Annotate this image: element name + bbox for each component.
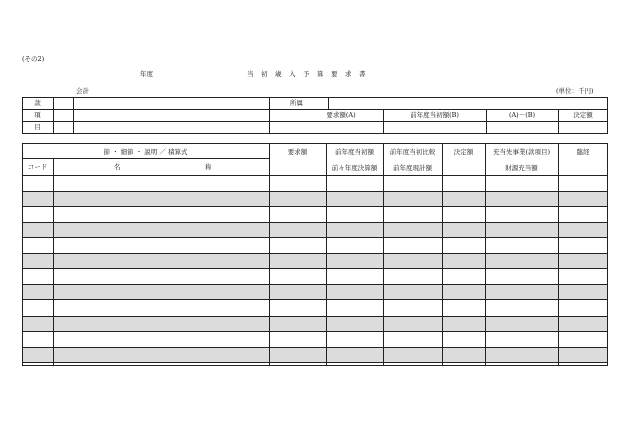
expenditure-detail-table — [22, 143, 608, 366]
divider — [558, 143, 559, 366]
divider — [22, 299, 608, 300]
divider — [326, 143, 327, 366]
unit-label: (単位：千円) — [556, 87, 594, 95]
header-zenzennendo-kessangaku: 前々年度決算額 — [331, 164, 378, 172]
divider — [22, 331, 608, 332]
divider — [73, 97, 74, 134]
row-label-kou: 項 — [34, 111, 41, 119]
divider — [22, 362, 608, 363]
header-zennendo-genkeigaku: 前年度現計額 — [393, 164, 432, 172]
divider — [22, 253, 608, 254]
fiscal-year-label: 年度 — [140, 70, 153, 78]
divider — [22, 284, 608, 285]
title-char: 書 — [359, 70, 366, 78]
header-zennendo-toshohikaku: 前年度当初比較 — [389, 148, 436, 156]
col-a-minus-b: (A)－(B) — [508, 111, 536, 119]
header-yokyugaku: 要求額 — [287, 148, 308, 156]
title-char: 初 — [261, 70, 268, 78]
row-label-moku: 目 — [34, 123, 41, 131]
header-zaigen-jutogaku: 財源充当額 — [505, 164, 538, 172]
shozoku-label: 所属 — [290, 99, 303, 107]
header-zennendo-toshogaku: 前年度当初額 — [335, 148, 374, 156]
header-rinkei: 臨経 — [576, 148, 590, 156]
divider — [53, 158, 54, 366]
col-yokyugaku: 要求額(A) — [326, 111, 356, 119]
divider — [22, 222, 608, 223]
divider — [485, 143, 486, 366]
form-number: (その2) — [22, 55, 45, 63]
title-char: 当 — [247, 70, 254, 78]
title-char: 求 — [345, 70, 352, 78]
divider — [22, 158, 270, 159]
title-char: 歳 — [275, 70, 282, 78]
document-title — [247, 70, 373, 78]
divider — [22, 191, 608, 192]
row-label-kan: 款 — [34, 99, 41, 107]
header-code: コード — [27, 163, 48, 171]
header-mei: 名 — [114, 163, 121, 171]
divider — [442, 143, 443, 366]
divider — [53, 97, 54, 134]
divider — [22, 316, 608, 317]
title-char: 要 — [331, 70, 338, 78]
divider — [383, 143, 384, 366]
divider — [269, 143, 270, 366]
header-juto-jigyo: 充当先事業(款項目) — [492, 148, 551, 156]
divider — [22, 347, 608, 348]
kaikei-label: 会計 — [76, 87, 89, 95]
divider — [328, 97, 329, 109]
divider — [22, 109, 608, 110]
title-char: 算 — [317, 70, 324, 78]
col-zennendo-toshogaku: 前年度当初額(B) — [410, 111, 459, 119]
header-sho: 称 — [205, 163, 212, 171]
header-ketteigaku: 決定額 — [453, 148, 474, 156]
divider — [22, 175, 608, 176]
header-setsu-saisetsu: 節 ・ 細節 ・ 説明 ／ 積算式 — [103, 148, 188, 156]
divider — [22, 237, 608, 238]
col-ketteigaku: 決定額 — [573, 111, 593, 119]
title-char: 入 — [289, 70, 296, 78]
divider — [22, 268, 608, 269]
divider — [22, 121, 608, 122]
title-char: 予 — [303, 70, 310, 78]
divider — [22, 206, 608, 207]
